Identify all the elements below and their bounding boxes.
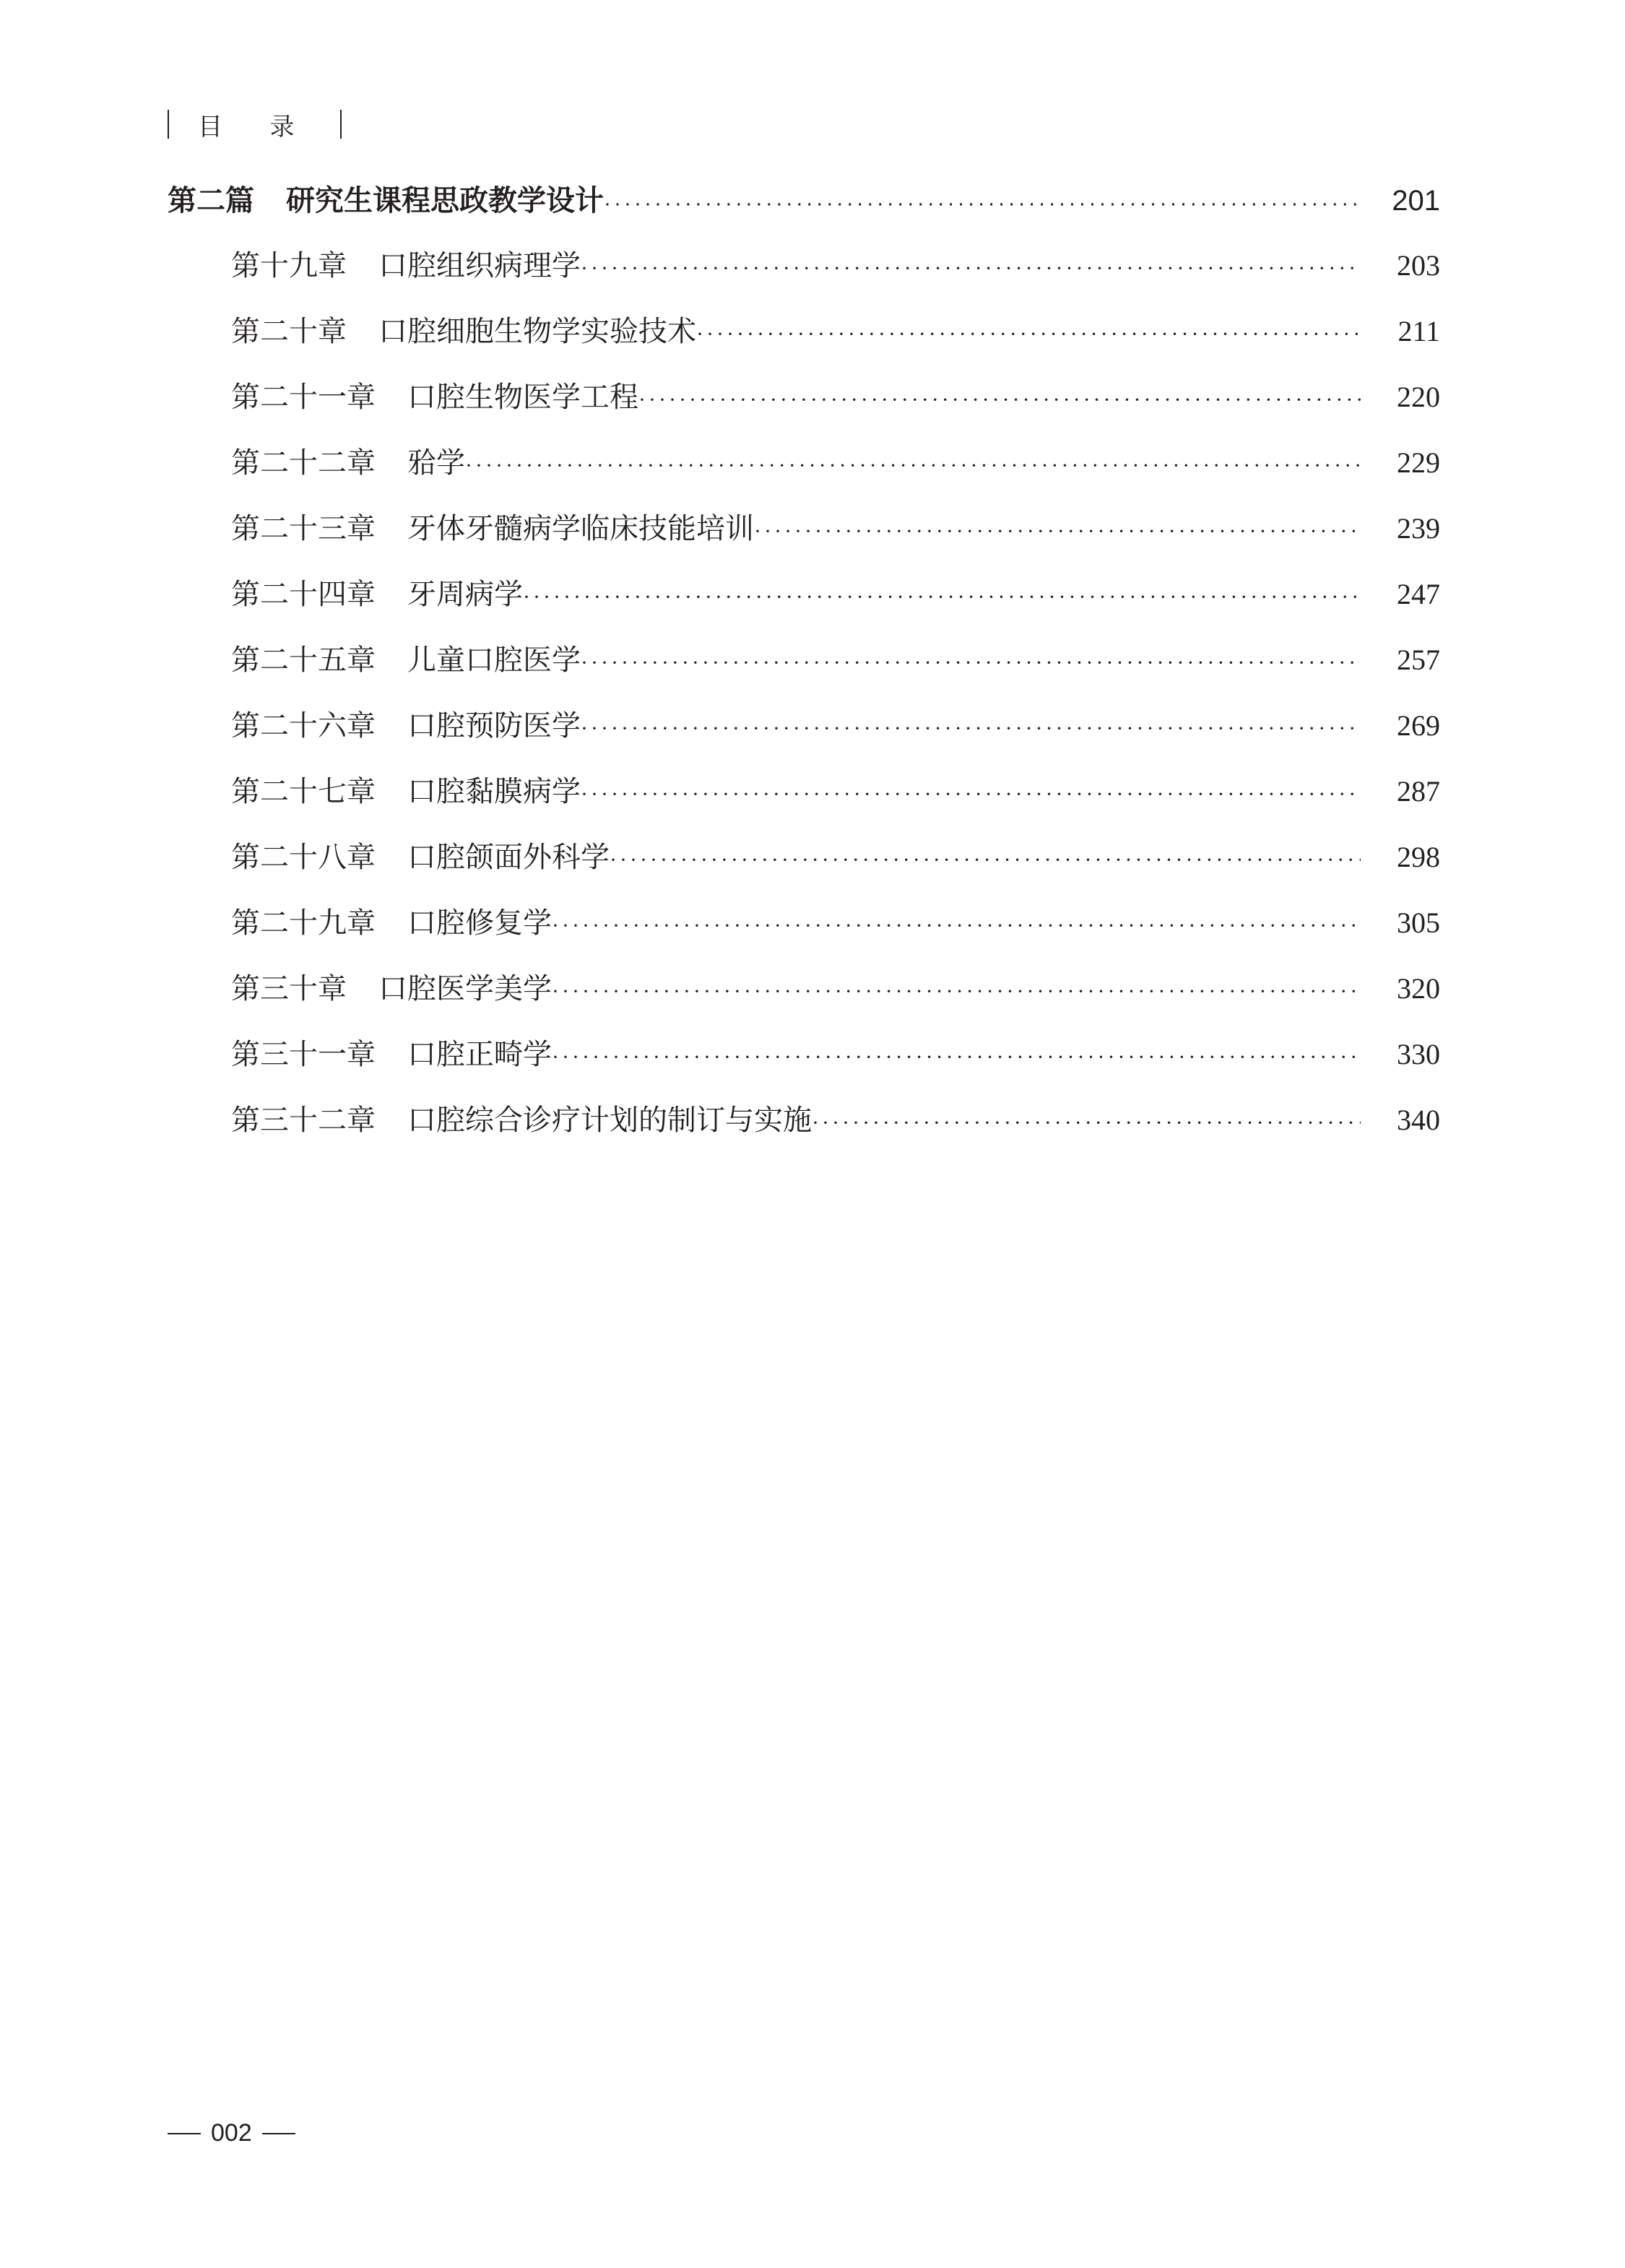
chapter-label — [231, 769, 581, 810]
part-title: 研究生课程思政教学设计 — [286, 185, 604, 217]
chapter-page-number: 330 — [1368, 1037, 1440, 1071]
chapter-page-number: 229 — [1368, 446, 1440, 480]
footer-left-dash — [168, 2133, 201, 2134]
chapter-title: 口腔生物医学工程 — [407, 381, 638, 413]
footer-right-dash — [262, 2133, 295, 2134]
chapter-page-number: 211 — [1368, 314, 1440, 348]
chapter-title: 口腔修复学 — [407, 906, 552, 939]
toc-chapter-entry[interactable] — [168, 308, 1440, 374]
dot-leader — [523, 585, 1361, 610]
chapter-number: 第二十九章 — [231, 906, 376, 939]
dot-leader — [552, 914, 1361, 938]
chapter-page-number: 257 — [1368, 643, 1440, 677]
dot-leader — [754, 519, 1361, 544]
chapter-title: 口腔颌面外科学 — [407, 841, 610, 873]
chapter-number: 第二十三章 — [231, 512, 376, 545]
chapter-title: 口腔医学美学 — [378, 972, 552, 1005]
chapter-number: 第二十七章 — [231, 775, 376, 808]
chapter-title: 口腔组织病理学 — [378, 249, 581, 282]
dot-leader — [638, 388, 1361, 412]
table-of-contents — [168, 178, 1440, 1163]
chapter-title: 𬌗学 — [407, 446, 465, 479]
chapter-label — [231, 571, 523, 613]
toc-chapter-entry[interactable] — [168, 1097, 1440, 1163]
chapter-label — [231, 703, 581, 744]
chapter-number: 第十九章 — [231, 249, 347, 282]
part-page-number: 201 — [1368, 185, 1440, 217]
dot-leader — [581, 256, 1361, 281]
chapter-number: 第三十二章 — [231, 1104, 376, 1136]
chapter-title: 口腔黏膜病学 — [407, 775, 581, 808]
chapter-title: 口腔综合诊疗计划的制订与实施 — [407, 1104, 812, 1136]
page-footer — [168, 2119, 295, 2147]
dot-leader — [581, 782, 1361, 807]
toc-chapter-entry[interactable] — [168, 374, 1440, 440]
toc-chapter-entry[interactable] — [168, 440, 1440, 506]
chapter-page-number: 203 — [1368, 248, 1440, 282]
toc-chapter-entry[interactable] — [168, 571, 1440, 637]
chapter-number: 第三十一章 — [231, 1038, 376, 1070]
chapter-page-number: 239 — [1368, 511, 1440, 545]
chapter-page-number: 220 — [1368, 380, 1440, 414]
dot-leader — [610, 848, 1361, 873]
dot-leader — [696, 322, 1361, 347]
chapter-label — [231, 966, 552, 1007]
chapter-page-number: 340 — [1368, 1103, 1440, 1137]
chapter-number: 第二十四章 — [231, 578, 376, 610]
chapter-label — [231, 637, 581, 678]
toc-chapter-entry[interactable] — [168, 1031, 1440, 1097]
dot-leader — [581, 651, 1361, 675]
dot-leader — [552, 1045, 1361, 1070]
footer-page-number: 002 — [211, 2119, 252, 2147]
toc-chapter-entry[interactable] — [168, 769, 1440, 834]
dot-leader — [812, 1111, 1361, 1135]
toc-chapter-entry[interactable] — [168, 703, 1440, 769]
dot-leader — [552, 979, 1361, 1004]
chapter-number: 第二十章 — [231, 315, 347, 347]
chapter-label — [231, 506, 754, 547]
dot-leader — [465, 454, 1361, 478]
toc-part-entry[interactable] — [168, 178, 1440, 227]
chapter-number: 第三十章 — [231, 972, 347, 1005]
chapter-title: 牙周病学 — [407, 578, 523, 610]
toc-chapter-entry[interactable] — [168, 243, 1440, 308]
chapter-page-number: 298 — [1368, 840, 1440, 874]
chapter-number: 第二十二章 — [231, 446, 376, 479]
chapter-label — [231, 440, 465, 481]
chapter-page-number: 287 — [1368, 774, 1440, 808]
chapter-label — [231, 243, 581, 284]
chapter-page-number: 320 — [1368, 971, 1440, 1005]
chapter-number: 第二十六章 — [231, 709, 376, 742]
chapter-label — [231, 1097, 812, 1138]
chapter-title: 口腔预防医学 — [407, 709, 581, 742]
chapter-title: 口腔细胞生物学实验技术 — [378, 315, 696, 347]
part-label — [168, 178, 604, 219]
chapter-number: 第二十八章 — [231, 841, 376, 873]
toc-chapter-entry[interactable] — [168, 966, 1440, 1031]
chapter-title: 牙体牙髓病学临床技能培训 — [407, 512, 754, 545]
dot-leader — [581, 717, 1361, 741]
chapter-label — [231, 1031, 552, 1073]
chapter-label — [231, 308, 696, 350]
toc-chapter-entry[interactable] — [168, 900, 1440, 966]
chapter-list — [168, 243, 1440, 1163]
chapter-label — [231, 834, 610, 875]
chapter-page-number: 247 — [1368, 577, 1440, 611]
dot-leader — [604, 191, 1361, 216]
chapter-page-number: 269 — [1368, 709, 1440, 743]
toc-chapter-entry[interactable] — [168, 834, 1440, 900]
chapter-page-number: 305 — [1368, 906, 1440, 940]
header-title: 目 录 — [198, 113, 315, 141]
chapter-label — [231, 374, 638, 415]
chapter-number: 第二十五章 — [231, 644, 376, 676]
running-header — [168, 105, 342, 143]
toc-chapter-entry[interactable] — [168, 506, 1440, 571]
header-left-rule — [168, 110, 169, 139]
chapter-number: 第二十一章 — [231, 381, 376, 413]
chapter-title: 儿童口腔医学 — [407, 644, 581, 676]
header-right-rule — [340, 110, 342, 139]
chapter-title: 口腔正畸学 — [407, 1038, 552, 1070]
chapter-label — [231, 900, 552, 941]
part-number: 第二篇 — [168, 185, 254, 217]
toc-chapter-entry[interactable] — [168, 637, 1440, 703]
